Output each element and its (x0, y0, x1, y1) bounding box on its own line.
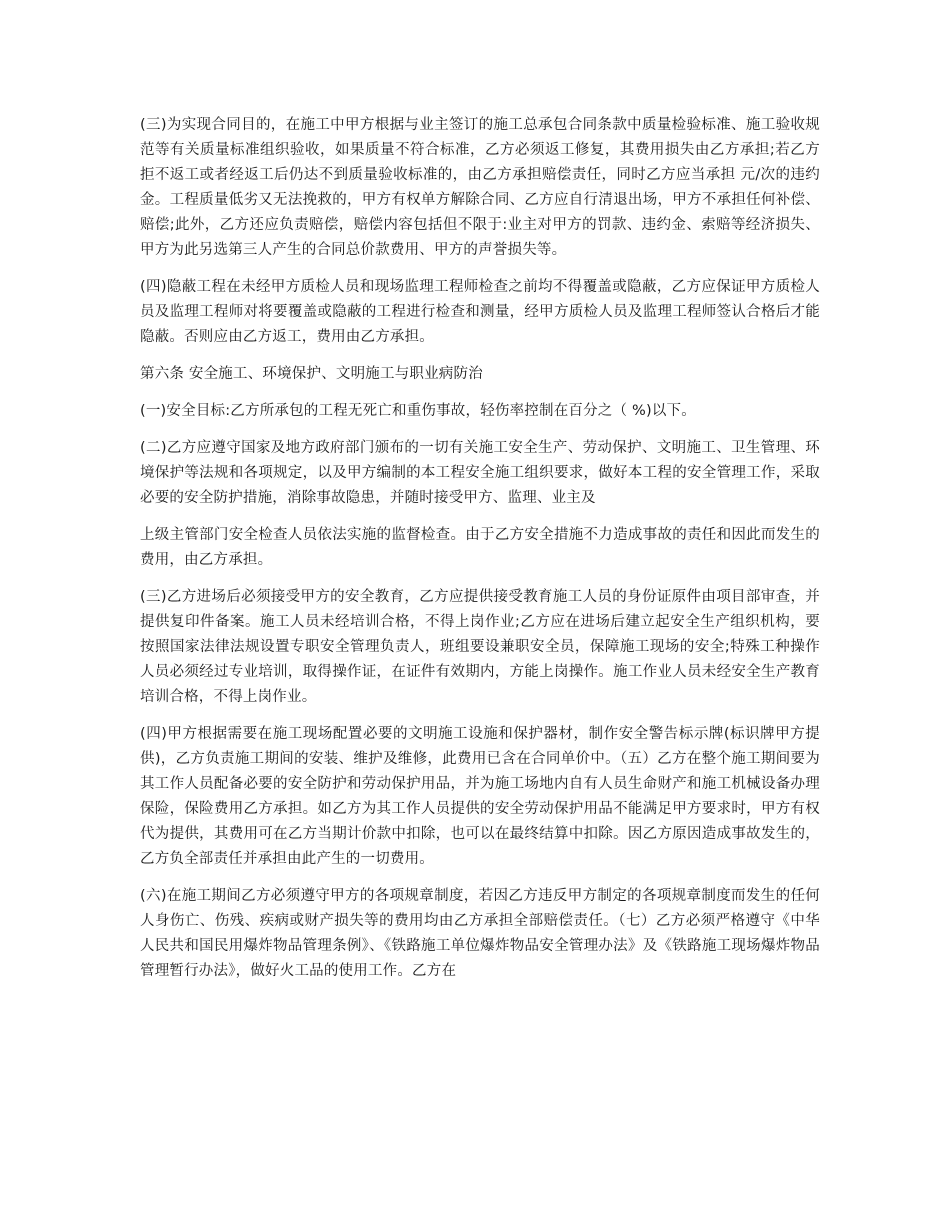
clause-2-continuation: 上级主管部门安全检查人员依法实施的监督检查。由于乙方安全措施不力造成事故的责任和因此而发生的费用，由乙方承担。 (140, 527, 820, 568)
clause-1-safety-target: (一)安全目标:乙方所承包的工程无死亡和重伤事故，轻伤率控制在百分之（ %)以下。 (140, 403, 696, 419)
clause-4-concealed-works: (四)隐蔽工程在未经甲方质检人员和现场监理工程师检查之前均不得覆盖或隐蔽，乙方应保证甲方质检人员及监理工程师对将要覆盖或隐蔽的工程进行检查和测量，经甲方质检人员及监理工程师签认合格后才能隐蔽。否则应由乙方返工，费用由乙方承担。 (140, 279, 820, 345)
document-page (140, 113, 820, 996)
article-6-heading: 第六条 安全施工、环境保护、文明施工与职业病防治 (140, 366, 483, 382)
clause-6-7-rules-explosives: (六)在施工期间乙方必须遵守甲方的各项规章制度，若因乙方违反甲方制定的各项规章制度而发生的任何人身伤亡、伤残、疾病或财产损失等的费用均由乙方承担全部赔偿责任。（七）乙方必须严格遵守《中华人民共和国民用爆炸物品管理条例》、《铁路施工单位爆炸物品安全管理办法》及《铁路施工现场爆炸物品管理暂行办法》，做好火工品的使用工作。乙方在 (140, 888, 820, 979)
clause-2-safety-regulations: (二)乙方应遵守国家及地方政府部门颁布的一切有关施工安全生产、劳动保护、文明施工、卫生管理、环境保护等法规和各项规定，以及甲方编制的本工程安全施工组织要求，做好本工程的安全管理工作，采取必要的安全防护措施，消除事故隐患，并随时接受甲方、监理、业主及 (140, 440, 820, 506)
clause-3-quality-acceptance: (三)为实现合同目的，在施工中甲方根据与业主签订的施工总承包合同条款中质量检验标准、施工验收规范等有关质量标准组织验收，如果质量不符合标准，乙方必须返工修复，其费用损失由乙方承担;若乙方拒不返工或者经返工后仍达不到质量验收标准的，由乙方承担赔偿责任，同时乙方应当承担 元/次的违约金。工程质量低劣又无法挽救的，甲方有权单方解除合同、乙方应自行清退出场，甲方不承担任何补偿、赔偿;此外，乙方还应负责赔偿，赔偿内容包括但不限于:业主对甲方的罚款、违约金、索赔等经济损失、甲方为此另选第三人产生的合同总价款费用、甲方的声誉损失等。 (140, 117, 820, 258)
clause-3-safety-education: (三)乙方进场后必须接受甲方的安全教育，乙方应提供接受教育施工人员的身份证原件由项目部审查，并提供复印件备案。施工人员未经培训合格，不得上岗作业;乙方应在进场后建立起安全生产组织机构，要按照国家法律法规设置专职安全管理负责人，班组要设兼职安全员，保障施工现场的安全;特殊工种操作人员必须经过专业培训，取得操作证，在证件有效期内，方能上岗操作。施工作业人员未经安全生产教育培训合格，不得上岗作业。 (140, 589, 820, 705)
clause-4-5-safety-facilities: (四)甲方根据需要在施工现场配置必要的文明施工设施和保护器材，制作安全警告标示牌(标识牌甲方提供)，乙方负责施工期间的安装、维护及维修，此费用已含在合同单价中。（五）乙方在整个施工期间要为其工作人员配备必要的安全防护和劳动保护用品，并为施工场地内自有人员生命财产和施工机械设备办理保险，保险费用乙方承担。如乙方为其工作人员提供的安全劳动保护用品不能满足甲方要求时，甲方有权代为提供，其费用可在乙方当期计价款中扣除，也可以在最终结算中扣除。因乙方原因造成事故发生的，乙方负全部责任并承担由此产生的一切费用。 (140, 726, 820, 867)
